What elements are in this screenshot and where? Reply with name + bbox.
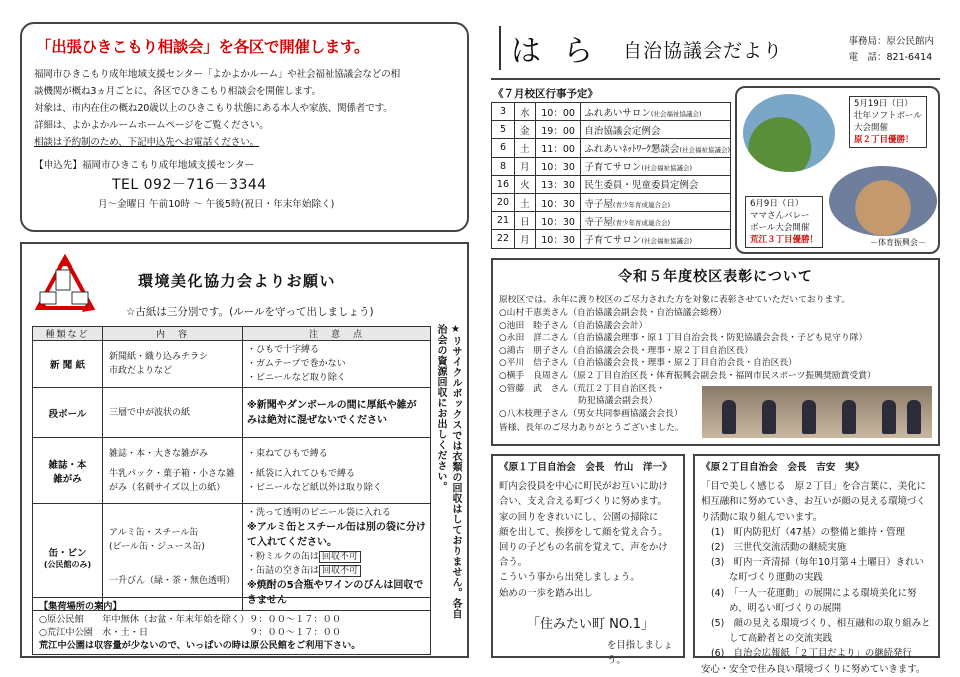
caption-line: ボール大会開催 <box>750 223 810 233</box>
chome1-line: 顔を出して、挨拶をして顔を覚え合う。 <box>499 526 668 538</box>
env-header <box>26 248 463 324</box>
chome2-intro: 「目で美しく感じる 原２丁目」を合言葉に、美化に相互融和に努めていき、お互いが顔の見える環境づくり活動に取り組んでいます。 <box>701 481 927 523</box>
event-name: ふれあいﾈｯﾄﾜｰｸ懇談会 <box>584 143 680 155</box>
weekday-cell: 月 <box>514 230 535 248</box>
table-header: 種類など <box>33 327 103 341</box>
event-name: 子育てサロン <box>584 234 642 246</box>
note-cell <box>243 388 431 438</box>
volleyball-photo <box>829 166 937 236</box>
table-row <box>492 157 731 175</box>
person-figure <box>907 400 921 434</box>
event-organizer: (社会福祉協議会) <box>650 109 702 118</box>
award-section <box>491 258 940 446</box>
consult-tel: TEL 092－716－3344 <box>112 177 267 193</box>
chome1-line: こういう事から出発しましょう。 <box>499 572 640 584</box>
note-line <box>247 550 426 564</box>
table-header-row <box>33 327 431 341</box>
consult-line: 相談は予約制のため、下記申込先へお電話ください。 <box>34 137 260 148</box>
content-cell <box>103 388 243 438</box>
event-organizer: (社会福祉協議会) <box>641 236 692 245</box>
collection-info <box>32 597 431 655</box>
table-row <box>33 388 431 438</box>
note-line: ・ガムテープで巻かない <box>247 359 346 369</box>
time-cell: 10：00 <box>535 103 581 121</box>
newsletter-header <box>491 22 940 80</box>
collection-line: ○荒江中公園 水・土・日 ９：００～１７：００ <box>39 627 342 638</box>
chome1-line: 始めの一歩を踏み出し <box>499 587 593 599</box>
table-row <box>492 230 731 248</box>
photos-org: －体育振興会－ <box>870 238 926 247</box>
volleyball-caption <box>745 196 823 248</box>
not-accepted-badge: 回収不可 <box>319 565 361 577</box>
weekday-cell: 土 <box>514 193 535 211</box>
person-figure <box>762 400 776 434</box>
day-cell: 21 <box>492 212 515 230</box>
event-name: 子育てサロン <box>584 162 642 174</box>
event-cell <box>581 212 731 230</box>
recycle-icon <box>32 252 98 318</box>
kind-label: (公民館のみ) <box>43 559 92 569</box>
chome1-slogan-end: を目指しましょう。 <box>607 640 673 667</box>
kind-label: 缶・ビン <box>48 547 87 559</box>
time-cell: 13：30 <box>535 175 581 193</box>
caption-line: 5月19日（日） <box>854 99 913 109</box>
table-row <box>492 193 731 211</box>
note-cell <box>243 438 431 504</box>
chome1-line: 合い、支え合える町づくりに努めます。 <box>499 496 668 508</box>
list-item: 防犯協議会副会長） <box>499 396 658 407</box>
kind-cell: 段ボール <box>33 388 103 438</box>
time-cell: 10：30 <box>535 193 581 211</box>
note-cell <box>243 341 431 388</box>
time-cell: 11：00 <box>535 139 581 157</box>
masthead-hara: はら <box>499 26 615 70</box>
list-item: ○八木枝理子さん（男女共同参画協議会会長） <box>499 408 683 419</box>
list-item: ○管藤 武 さん（荒江２丁目自治区長・ <box>499 383 666 394</box>
masthead-title: 自治協議会だより <box>623 40 784 62</box>
day-cell: 20 <box>492 193 515 211</box>
event-organizer: (青少年育成連合会) <box>612 200 670 209</box>
event-name: 寺子屋 <box>584 216 613 228</box>
chome2-title: 《原２丁目自治会 会長 吉安 実》 <box>701 462 865 473</box>
table-row <box>492 103 731 121</box>
note-line: ・紙袋に入れてひもで縛る <box>247 468 356 479</box>
softball-photo <box>743 94 835 172</box>
day-cell: 16 <box>492 175 515 193</box>
weekday-cell: 月 <box>514 157 535 175</box>
kind-cell <box>33 504 103 611</box>
person-figure <box>842 400 856 434</box>
table-row <box>492 175 731 193</box>
weekday-cell: 土 <box>514 139 535 157</box>
list-item: ○平川 信子さん（自治協議会会長・理事・原２丁目自治会長・自治区長） <box>499 358 797 369</box>
event-cell <box>581 230 731 248</box>
content-cell <box>103 438 243 504</box>
event-organizer: (青少年育成連合会) <box>612 218 670 227</box>
consult-title: 「出張ひきこもり相談会」を各区で開催します。 <box>36 38 370 56</box>
time-cell: 19：00 <box>535 121 581 139</box>
table-row <box>33 438 431 504</box>
event-cell <box>581 139 731 157</box>
kind-label: 雑誌・本 <box>48 459 87 471</box>
kind-label: 雑がみ <box>53 473 82 485</box>
event-organizer: (社会福祉協議会) <box>641 164 692 173</box>
table-row <box>33 341 431 388</box>
recycle-table <box>32 326 431 611</box>
caption-line: 大会開催 <box>854 123 889 133</box>
table-row <box>492 121 731 139</box>
caption-line: 壮年ソフトボール <box>854 111 922 121</box>
event-cell <box>581 121 731 139</box>
table-row <box>33 504 431 611</box>
table-row <box>492 212 731 230</box>
caption-winner: 荒江３丁目優勝！ <box>750 235 819 245</box>
note-cell <box>243 504 431 611</box>
note-line: ※アルミ缶とスチール缶は別の袋に分けて入れてください。 <box>247 522 426 548</box>
person-figure <box>722 400 736 434</box>
note-text: ・粉ミルクの缶は <box>247 552 319 562</box>
table-header: 注 意 点 <box>243 327 431 341</box>
chome1-title: 《原１丁目自治会 会長 竹山 洋一》 <box>499 462 672 473</box>
chome2-message <box>693 454 940 675</box>
day-cell: 3 <box>492 103 515 121</box>
note-line: ※新聞やダンボールの間に厚紙や雑がみは絶対に混ぜないでください <box>247 399 417 426</box>
table-header: 内 容 <box>103 327 243 341</box>
caption-line: ママさんバレー <box>750 211 810 221</box>
chome1-line: 合う。 <box>499 557 528 569</box>
schedule-table <box>491 102 731 249</box>
content-cell <box>103 341 243 388</box>
collection-line: 荒江中公園は収容量が少ないので、いっぱいの時は原公民館をご利用下さい。 <box>39 640 361 651</box>
caption-winner: 原２丁目優勝！ <box>854 135 914 145</box>
event-name: 自治協議会定例会 <box>584 125 661 137</box>
env-subtitle: ☆古紙は三分別です。(ルールを守って出しましょう) <box>126 306 374 318</box>
award-title: 令和５年度校区表彰について <box>618 269 813 285</box>
chome1-slogan: 「住みたい町 NO.1」 <box>527 616 654 632</box>
list-item: (3) 町内一斉清掃（毎年10月第４土曜日）きれいな町づくり運動の実践 <box>711 557 924 584</box>
weekday-cell: 水 <box>514 103 535 121</box>
list-item: (2) 三世代交流活動の継続実施 <box>711 542 847 554</box>
event-name: 寺子屋 <box>584 198 613 210</box>
weekday-cell: 日 <box>514 212 535 230</box>
event-name: ふれあいサロン <box>584 107 651 119</box>
schedule-title: 《７月校区行事予定》 <box>493 88 598 100</box>
kind-cell: 新 聞 紙 <box>33 341 103 388</box>
env-notice <box>20 242 469 658</box>
event-cell <box>581 103 731 121</box>
consult-notice <box>20 22 469 232</box>
chome1-line: 回りの子どもの名前を覚えて、声をかけ <box>499 542 668 554</box>
collection-title: 【集荷場所の案内】 <box>39 601 122 612</box>
award-intro: 原校区では、永年に渡り校区のご尽力された方を対象に表彰させていただいております。 <box>499 295 851 305</box>
day-cell: 5 <box>492 121 515 139</box>
content-line: (ビール缶・ジュース缶) <box>109 542 205 552</box>
note-line: ※焼酎の5合瓶やワインのびんは回収できません <box>247 580 424 606</box>
content-line: 新聞紙・織り込みチラシ <box>109 352 209 362</box>
consult-line: 談機関が概ね3ヵ月ごとに、各区でひきこもり相談会を開催します。 <box>34 86 321 97</box>
not-accepted-badge: 回収不可 <box>319 551 361 563</box>
list-item: (6) 自治会広報紙「２丁目だより」の継続発行 <box>711 648 912 660</box>
note-line: ・ひもで十字縛る <box>247 345 320 355</box>
content-cell <box>103 504 243 611</box>
consult-line: 詳細は、よかよかルームホームページをご覧ください。 <box>34 120 269 131</box>
list-item: (5) 顔の見える環境づくり、相互融和の取り組みとして高齢者との交流実践 <box>711 618 931 645</box>
caption-line: 6月9日（日） <box>750 199 804 209</box>
softball-caption <box>849 96 927 148</box>
content-line: 三層で中が波状の紙 <box>109 407 191 418</box>
env-title: 環境美化協力会よりお願い <box>138 272 337 290</box>
chome2-list <box>701 525 932 662</box>
time-cell: 10：30 <box>535 157 581 175</box>
note-line: ・ビニールなど取り除く <box>247 373 346 383</box>
content-line: 市政だよりなど <box>109 366 173 376</box>
weekday-cell: 火 <box>514 175 535 193</box>
consult-body <box>34 66 455 151</box>
list-item: (4) 「一人一花運動」の展開による環境美化に努め、明るい町づくりの展開 <box>711 587 917 614</box>
weekday-cell: 金 <box>514 121 535 139</box>
time-cell: 10：30 <box>535 230 581 248</box>
consult-line: 福岡市ひきこもり成年地域支援センター「よかよかルーム」や社会福祉協議会などの相 <box>34 69 400 80</box>
list-item: ○鴻古 朋子さん（自治協議会会長・理事・原２丁目自治区長） <box>499 345 753 356</box>
event-cell <box>581 193 731 211</box>
note-text: ・缶詰の空き缶は <box>247 566 320 576</box>
day-cell: 6 <box>492 139 515 157</box>
note-line: ・束ねてひもで縛る <box>247 448 328 459</box>
content-line: 牛乳パック・菓子箱・小さな雑がみ（名刺サイズ以上の紙） <box>109 468 236 493</box>
note-line: ・洗って透明のビニール袋に入れる <box>247 508 391 518</box>
collection-line: ○原公民館 年中無休（お盆・年末年始を除く）９：００～１７：００ <box>39 614 342 625</box>
sports-photos <box>735 86 940 254</box>
person-figure <box>882 400 896 434</box>
day-cell: 22 <box>492 230 515 248</box>
note-line <box>247 564 426 578</box>
list-item: ○横手 良周さん（原２丁目自治区長・体育振興会副会長・福岡市民スポーツ振興奨励賞受賞） <box>499 370 876 381</box>
consult-apply: 【申込先】福岡市ひきこもり成年地域支援センター <box>34 160 255 171</box>
list-item: (1) 町内防犯灯（47基）の整備と維持・管理 <box>711 526 905 538</box>
day-cell: 8 <box>492 157 515 175</box>
office-phone: 電 話：821-6414 <box>848 52 933 63</box>
chome1-line: 町内会役員を中心に町民がお互いに助け <box>499 481 668 493</box>
content-line: 雑誌・本・大きな雑がみ <box>109 448 209 459</box>
content-line: 一升びん（緑・茶・無色透明） <box>109 576 236 586</box>
event-name: 民生委員・児童委員定例会 <box>584 180 699 192</box>
award-photo <box>702 386 932 438</box>
list-item: ○池田 睦子さん（自治協議会会計） <box>499 320 648 331</box>
chome1-message <box>491 454 685 667</box>
note-line: ・ビニールなど紙以外は取り除く <box>247 482 382 493</box>
event-cell <box>581 157 731 175</box>
award-closing: 皆様、長年のご尽力ありがとうございました。 <box>499 423 684 434</box>
list-item: ○永田 詳二さん（自治協議会理事・原１丁目自治会長・防犯協議会会長・子ども見守り隊） <box>499 333 868 344</box>
office-info <box>848 34 934 66</box>
chome1-line: 家の回りをきれいにし、公園の掃除に <box>499 511 659 523</box>
table-row <box>492 139 731 157</box>
clothing-note: ★リサイクルボックスでは衣類の回収はしておりません。各自治会の資源回収にお出しください。 <box>435 324 461 619</box>
event-cell <box>581 175 731 193</box>
time-cell: 10：30 <box>535 212 581 230</box>
content-line: アルミ缶・スチール缶 <box>109 528 199 538</box>
kind-cell <box>33 438 103 504</box>
chome2-closing: 安心・安全で住み良い環境づくりに努めていきます。 <box>701 663 926 675</box>
person-figure <box>802 400 816 434</box>
consult-hours: 月～金曜日 午前10時 ～ 午後5時(祝日・年末年始除く) <box>98 199 335 210</box>
list-item: ○山村千恵美さん（自治協議会副会長・自治協議会総務） <box>499 308 727 318</box>
office-line: 事務局：原公民館内 <box>848 36 934 47</box>
event-organizer: (社会福祉協議会) <box>679 145 730 154</box>
consult-line: 対象は、市内在住の概ね20歳以上のひきこもり状態にある本人や家族、関係者です。 <box>34 103 393 114</box>
